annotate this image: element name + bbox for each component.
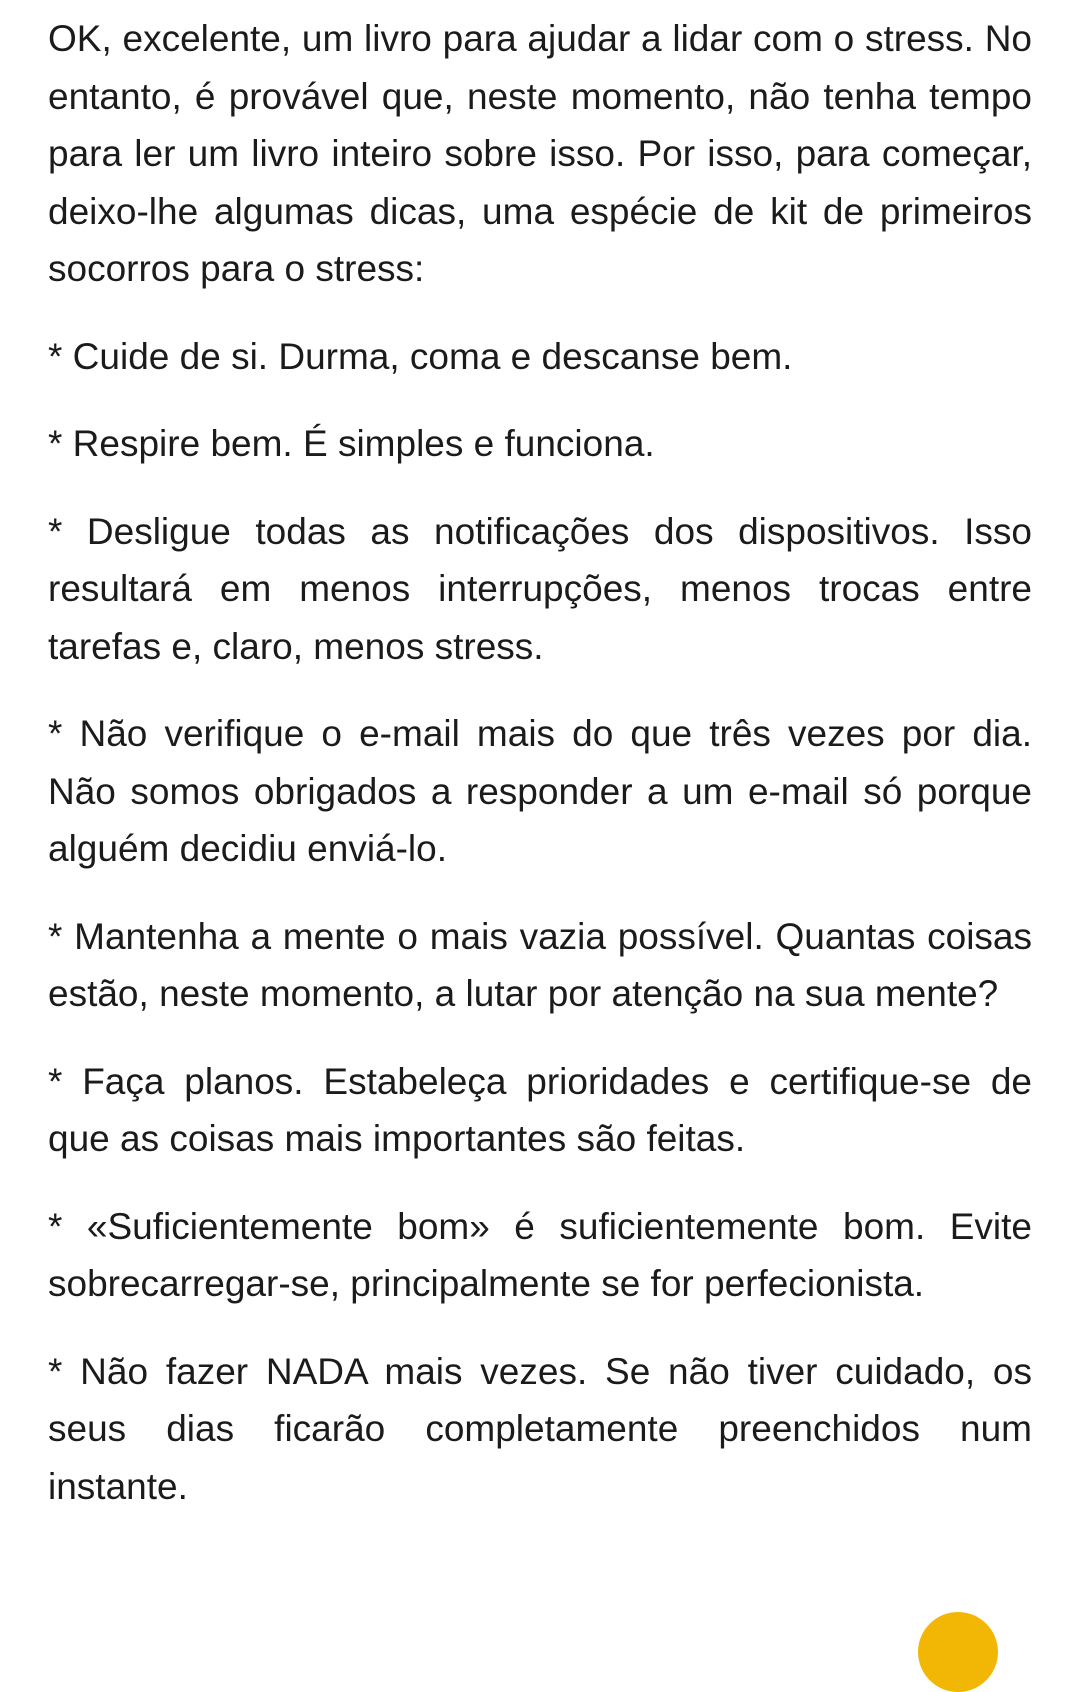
tip-item: * Mantenha a mente o mais vazia possível. Quantas coisas estão, neste momento, a lutar por atenção na sua mente?	[48, 915, 1032, 1014]
tip-item: * Não fazer NADA mais vezes. Se não tiver cuidado, os seus dias ficarão completamente preenchidos num instante.	[48, 1350, 1032, 1507]
tip-item: * Não verifique o e-mail mais do que três vezes por dia. Não somos obrigados a responder a um e-mail só porque alguém decidiu enviá-lo.	[48, 713, 1032, 869]
tip-item: * Faça planos. Estabeleça prioridades e certifique-se de que as coisas mais importantes são feitas.	[48, 1060, 1032, 1159]
intro-paragraph: OK, excelente, um livro para ajudar a lidar com o stress. No entanto, é provável que, neste momento, não tenha tempo para ler um livro inteiro sobre isso. Por isso, para começar, deixo-lhe algumas dicas, uma espécie de kit de primeiros socorros para o stress:	[48, 18, 1032, 289]
floating-action-button[interactable]	[918, 1612, 998, 1692]
reader-page	[48, 10, 1032, 1545]
tip-item: * «Suficientemente bom» é suficientemente bom. Evite sobrecarregar-se, principalmente se for perfecionista.	[48, 1205, 1032, 1304]
tip-item: * Desligue todas as notificações dos dispositivos. Isso resultará em menos interrupções, menos trocas entre tarefas e, claro, menos stress.	[48, 510, 1032, 667]
tip-item: * Respire bem. É simples e funciona.	[48, 423, 655, 464]
tip-item: * Cuide de si. Durma, coma e descanse bem.	[48, 335, 793, 377]
